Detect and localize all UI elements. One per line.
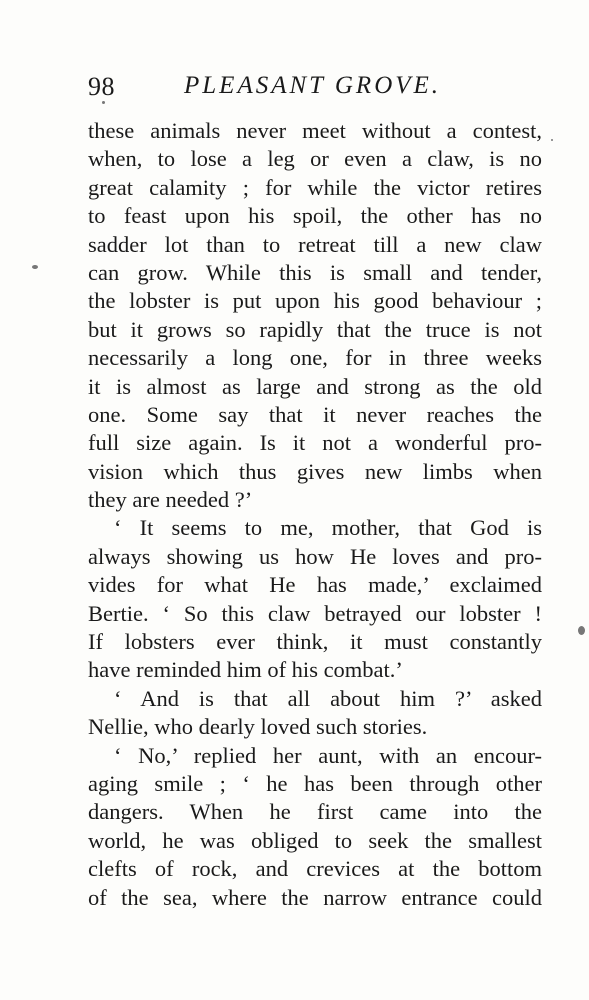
text-line: to feast upon his spoil, the other has no	[88, 203, 542, 229]
text-line: ‘ It seems to me, mother, that God is	[114, 515, 542, 541]
body-text	[88, 117, 542, 912]
running-title: PLEASANT GROVE.	[184, 72, 442, 99]
text-line: when, to lose a leg or even a claw, is no	[88, 146, 542, 172]
text-line: world, he was obliged to seek the smallest	[88, 827, 542, 853]
text-line: clefts of rock, and crevices at the bottom	[88, 856, 542, 882]
text-line: these animals never meet without a contest,	[88, 118, 542, 143]
text-line: the lobster is put upon his good behaviour ;	[88, 288, 542, 314]
text-line: of the sea, where the narrow entrance could	[88, 884, 542, 910]
text-line: it is almost as large and strong as the old	[88, 373, 542, 399]
print-speck	[32, 265, 38, 269]
print-speck	[102, 101, 105, 104]
print-speck	[578, 626, 585, 635]
text-line: can grow. While this is small and tender,	[88, 259, 542, 285]
text-line: great calamity ; for while the victor retires	[88, 174, 542, 200]
text-line: aging smile ; ‘ he has been through other	[88, 770, 542, 796]
text-line: one. Some say that it never reaches the	[88, 401, 542, 427]
text-line: ‘ And is that all about him ?’ asked	[114, 685, 542, 711]
text-line: full size again. Is it not a wonderful pro-	[88, 430, 542, 456]
text-line: they are needed ?’	[88, 487, 253, 513]
text-line: vision which thus gives new limbs when	[88, 458, 542, 484]
text-line: vides for what He has made,’ exclaimed	[88, 572, 542, 598]
page-header	[88, 72, 548, 106]
text-line: always showing us how He loves and pro-	[88, 543, 542, 569]
text-line: necessarily a long one, for in three weeks	[88, 345, 542, 371]
text-line: ‘ No,’ replied her aunt, with an encour-	[114, 742, 542, 768]
text-line: If lobsters ever think, it must constantly	[88, 629, 542, 655]
text-line: have reminded him of his combat.’	[88, 657, 403, 683]
text-line: but it grows so rapidly that the truce is not	[88, 316, 542, 342]
text-line: dangers. When he first came into the	[88, 799, 542, 825]
print-speck	[551, 139, 553, 141]
text-line: Nellie, who dearly loved such stories.	[88, 714, 428, 740]
page-number: 98	[88, 72, 115, 101]
text-line: Bertie. ‘ So this claw betrayed our lobster !	[88, 600, 542, 626]
text-line: sadder lot than to retreat till a new claw	[88, 231, 542, 257]
